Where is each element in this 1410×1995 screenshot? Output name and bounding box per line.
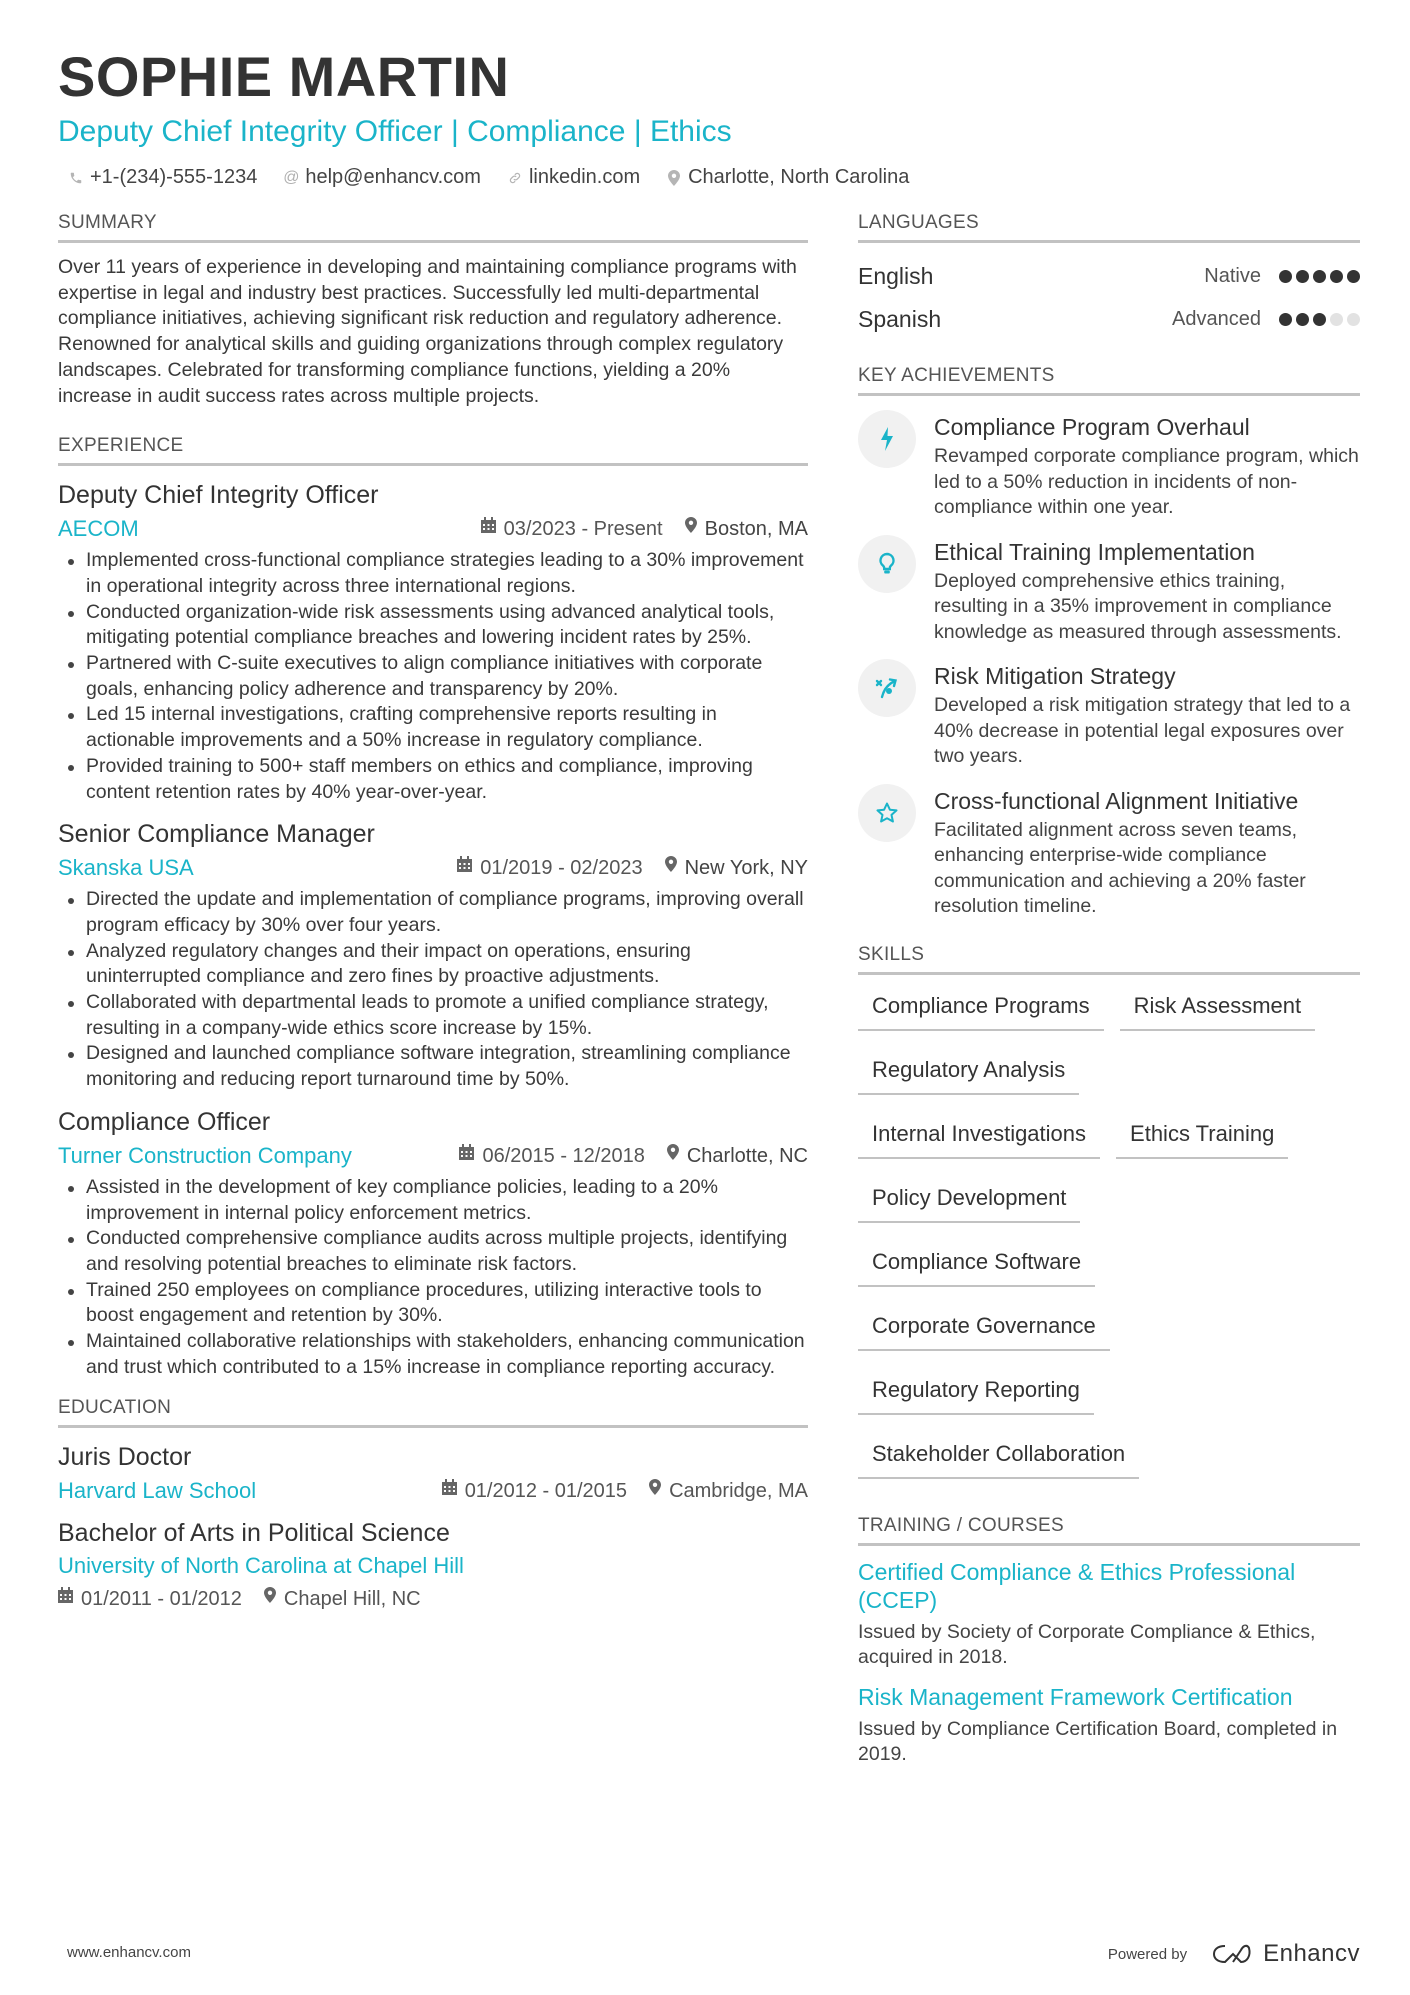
right-column — [858, 210, 1360, 1792]
skill-tag: Policy Development — [858, 1183, 1080, 1223]
job-entry — [58, 1105, 808, 1381]
calendar-icon — [58, 1584, 73, 1614]
job-bullet: Trained 250 employees on compliance procedures, utilizing interactive tools to boost engagement and retention by 30%. — [58, 1278, 808, 1329]
achievements-section — [858, 363, 1360, 920]
job-bullet: Designed and launched compliance software integration, streamlining compliance monitoring and reducing report turnaround time by 50%. — [58, 1041, 808, 1092]
phone-icon — [68, 171, 84, 185]
calendar-icon — [442, 1476, 457, 1506]
education-dates — [58, 1584, 242, 1614]
page-footer — [0, 1940, 1410, 1970]
job-location-text: Boston, MA — [704, 518, 808, 541]
job-dates — [481, 514, 663, 544]
skill-tag: Stakeholder Collaboration — [858, 1439, 1139, 1479]
dot-filled — [1296, 313, 1309, 326]
job-dates — [459, 1141, 644, 1171]
map-pin-icon — [649, 1476, 661, 1506]
language-name: English — [858, 263, 934, 289]
footer-website-link[interactable]: www.enhancv.com — [67, 1944, 191, 1961]
education-location — [649, 1476, 808, 1506]
achievement-item — [858, 661, 1360, 770]
job-location — [665, 853, 808, 883]
job-title: Senior Compliance Manager — [58, 820, 375, 849]
job-title: Compliance Officer — [58, 1107, 271, 1136]
language-name: Spanish — [858, 306, 942, 332]
skill-tag: Regulatory Reporting — [858, 1375, 1094, 1415]
languages-section — [858, 210, 1360, 341]
map-pin-icon — [667, 1141, 679, 1171]
job-bullet: Provided training to 500+ staff members on ethics and compliance, improving content retention rates by 40% year-over-year. — [58, 754, 808, 805]
dot-empty — [1330, 313, 1343, 326]
achievement-item — [858, 537, 1360, 646]
job-meta-right — [457, 853, 808, 883]
lightning-bolt-icon — [858, 410, 916, 468]
achievement-title: Cross-functional Alignment Initiative — [934, 787, 1299, 814]
star-icon — [858, 784, 916, 842]
degree-title: Juris Doctor — [58, 1442, 192, 1471]
candidate-tagline: Deputy Chief Integrity Officer | Compliance | Ethics — [58, 115, 732, 148]
resume-header — [58, 44, 1358, 189]
education-location-text: Chapel Hill, NC — [283, 1587, 421, 1610]
dot-filled — [1313, 313, 1326, 326]
contact-linkedin[interactable] — [507, 166, 640, 189]
course-item — [858, 1558, 1360, 1671]
contact-location — [666, 166, 909, 189]
skills-list — [858, 989, 1360, 1479]
language-level: Native — [1204, 265, 1261, 287]
company-name: Skanska USA — [58, 855, 194, 881]
contact-row — [58, 166, 1358, 189]
dot-filled — [1296, 270, 1309, 283]
job-meta — [58, 514, 808, 544]
course-desc: Issued by Society of Corporate Compliance & Ethics, acquired in 2018. — [858, 1620, 1316, 1668]
section-title-achievements: KEY ACHIEVEMENTS — [858, 363, 1360, 396]
education-meta — [58, 1584, 808, 1614]
map-pin-icon — [685, 514, 697, 544]
degree-title: Bachelor of Arts in Political Science — [58, 1518, 450, 1547]
job-meta — [58, 853, 808, 883]
job-bullet: Assisted in the development of key compliance policies, leading to a 20% improvement in internal policy enforcement metrics. — [58, 1175, 808, 1226]
brand-name: Enhancv — [1263, 1940, 1360, 1967]
at-icon: @ — [283, 168, 300, 186]
footer-branding — [1108, 1940, 1360, 1968]
map-pin-icon — [666, 170, 682, 186]
contact-email[interactable] — [283, 166, 481, 189]
achievement-body — [934, 537, 1360, 646]
contact-linkedin-text: linkedin.com — [528, 166, 641, 188]
skills-section — [858, 942, 1360, 1479]
calendar-icon — [459, 1141, 474, 1171]
education-entry — [58, 1516, 808, 1614]
powered-by-label: Powered by — [1107, 1945, 1188, 1963]
dot-filled — [1279, 270, 1292, 283]
calendar-icon — [481, 514, 496, 544]
education-meta — [58, 1476, 808, 1506]
dot-filled — [1330, 270, 1343, 283]
achievement-title: Risk Mitigation Strategy — [934, 663, 1176, 689]
calendar-icon — [457, 853, 472, 883]
left-column — [58, 210, 808, 1638]
job-location-text: New York, NY — [684, 857, 808, 880]
achievement-item — [858, 786, 1360, 920]
job-bullet: Collaborated with departmental leads to promote a unified compliance strategy, resulting in a company-wide ethics score increase by 15%. — [58, 990, 808, 1041]
summary-section — [58, 210, 808, 409]
education-section — [58, 1395, 808, 1614]
enhancv-logo[interactable] — [1211, 1940, 1360, 1968]
language-item — [858, 255, 1360, 298]
education-location — [264, 1584, 421, 1614]
achievement-desc: Deployed comprehensive ethics training, resulting in a 35% improvement in compliance knowledge as measured through assessments. — [934, 569, 1342, 643]
map-pin-icon — [264, 1584, 276, 1614]
language-level: Advanced — [1172, 308, 1261, 330]
achievement-item — [858, 412, 1360, 521]
section-title-education: EDUCATION — [58, 1395, 808, 1428]
company-name: AECOM — [58, 516, 139, 542]
dot-empty — [1347, 313, 1360, 326]
achievement-desc: Developed a risk mitigation strategy that led to a 40% decrease in potential legal exposures over two years. — [934, 694, 1351, 767]
achievement-title: Compliance Program Overhaul — [934, 414, 1250, 440]
school-name: Harvard Law School — [58, 1477, 257, 1503]
education-dates — [442, 1476, 627, 1506]
job-dates-text: 01/2019 - 02/2023 — [480, 857, 643, 880]
language-item — [858, 298, 1360, 341]
section-title-skills: SKILLS — [858, 942, 1360, 975]
skill-tag: Regulatory Analysis — [858, 1055, 1079, 1095]
achievement-desc: Revamped corporate compliance program, which led to a 50% reduction in incidents of non-compliance within one year. — [934, 445, 1359, 518]
job-bullet: Maintained collaborative relationships with stakeholders, enhancing communication and trust which contributed to a 15% increase in compliance reporting accuracy. — [58, 1329, 808, 1380]
achievement-body — [934, 661, 1360, 770]
training-section — [858, 1513, 1360, 1768]
dot-filled — [1347, 270, 1360, 283]
job-bullets — [58, 887, 808, 1093]
job-dates — [457, 853, 642, 883]
achievement-body — [934, 412, 1360, 521]
course-desc: Issued by Compliance Certification Board, completed in 2019. — [858, 1717, 1338, 1765]
achievement-title: Ethical Training Implementation — [934, 538, 1255, 565]
section-title-training: TRAINING / COURSES — [858, 1513, 1360, 1546]
dot-filled — [1313, 270, 1326, 283]
skill-tag: Internal Investigations — [858, 1119, 1100, 1159]
section-title-languages: LANGUAGES — [858, 210, 1360, 243]
job-meta-right — [459, 1141, 808, 1171]
job-bullet: Analyzed regulatory changes and their impact on operations, ensuring uninterrupted compliance and zero fines by proactive adjustments. — [58, 939, 808, 990]
section-title-experience: EXPERIENCE — [58, 433, 808, 466]
achievement-body — [934, 786, 1360, 920]
job-meta — [58, 1141, 808, 1171]
job-bullet: Conducted comprehensive compliance audits across multiple projects, identifying and resolving potential breaches to eliminate risk factors. — [58, 1226, 808, 1277]
contact-location-text: Charlotte, North Carolina — [688, 166, 910, 188]
job-bullet: Conducted organization-wide risk assessments using advanced analytical tools, mitigating potential compliance breaches and lowering incident rates by 25%. — [58, 600, 808, 651]
skill-tag: Compliance Programs — [858, 991, 1104, 1031]
job-bullet: Partnered with C-suite executives to align compliance initiatives with corporate goals, enhancing policy adherence and transparency by 20%. — [58, 651, 808, 702]
contact-phone-text: +1-(234)-555-1234 — [90, 166, 258, 188]
language-proficiency — [1172, 308, 1360, 331]
education-dates-text: 01/2012 - 01/2015 — [464, 1479, 628, 1502]
job-location — [667, 1141, 808, 1171]
summary-text: Over 11 years of experience in developing and maintaining compliance programs with expertise in legal and industry best practices. Successfully led multi-departmental compliance initiatives, achieving significant risk reduction and regulatory adherence. Renowned for analytical skills and guiding organizations through complex regulatory landscapes. Celebrated for transforming compliance functions, yielding a 20% increase in audit success rates across multiple projects. — [58, 256, 797, 407]
section-title-summary: SUMMARY — [58, 210, 808, 243]
course-title: Certified Compliance & Ethics Professional (CCEP) — [858, 1558, 1296, 1613]
education-location-text: Cambridge, MA — [669, 1479, 808, 1502]
contact-email-text: help@enhancv.com — [305, 166, 481, 188]
contact-phone[interactable] — [68, 166, 257, 189]
language-proficiency — [1204, 265, 1360, 288]
education-dates-text: 01/2011 - 01/2012 — [81, 1587, 242, 1610]
job-bullets — [58, 1175, 808, 1381]
company-name: Turner Construction Company — [58, 1142, 352, 1168]
strategy-arrow-icon — [858, 659, 916, 717]
job-entry — [58, 478, 808, 805]
link-icon — [507, 171, 523, 185]
school-name: University of North Carolina at Chapel Hill — [58, 1552, 464, 1578]
education-meta-right — [442, 1476, 808, 1506]
job-bullet: Directed the update and implementation of compliance programs, improving overall program efficacy by 30% over four years. — [58, 887, 808, 938]
job-entry — [58, 817, 808, 1093]
course-item — [858, 1683, 1360, 1768]
map-pin-icon — [665, 853, 677, 883]
job-bullets — [58, 548, 808, 805]
job-dates-text: 06/2015 - 12/2018 — [482, 1144, 645, 1167]
experience-section — [58, 433, 808, 1380]
job-meta-right — [481, 514, 808, 544]
skill-tag: Risk Assessment — [1120, 991, 1316, 1031]
achievement-desc: Facilitated alignment across seven teams, enhancing enterprise-wide compliance communication and achieving a 20% faster resolution timeline. — [934, 818, 1306, 917]
job-title: Deputy Chief Integrity Officer — [58, 481, 379, 510]
job-location-text: Charlotte, NC — [686, 1144, 808, 1167]
job-bullet: Implemented cross-functional compliance strategies leading to a 30% improvement in operational integrity across three international regions. — [58, 548, 808, 599]
proficiency-dots — [1279, 270, 1360, 283]
proficiency-dots — [1279, 313, 1360, 326]
job-location — [685, 514, 808, 544]
skill-tag: Ethics Training — [1116, 1119, 1288, 1159]
skill-tag: Compliance Software — [858, 1247, 1095, 1287]
lightbulb-icon — [858, 535, 916, 593]
job-bullet: Led 15 internal investigations, crafting comprehensive reports resulting in actionable improvements and a 50% increase in regulatory compliance. — [58, 702, 808, 753]
job-dates-text: 03/2023 - Present — [503, 518, 663, 541]
dot-filled — [1279, 313, 1292, 326]
education-entry — [58, 1440, 808, 1506]
course-title: Risk Management Framework Certification — [858, 1683, 1293, 1710]
candidate-name: SOPHIE MARTIN — [58, 45, 510, 108]
skill-tag: Corporate Governance — [858, 1311, 1110, 1351]
